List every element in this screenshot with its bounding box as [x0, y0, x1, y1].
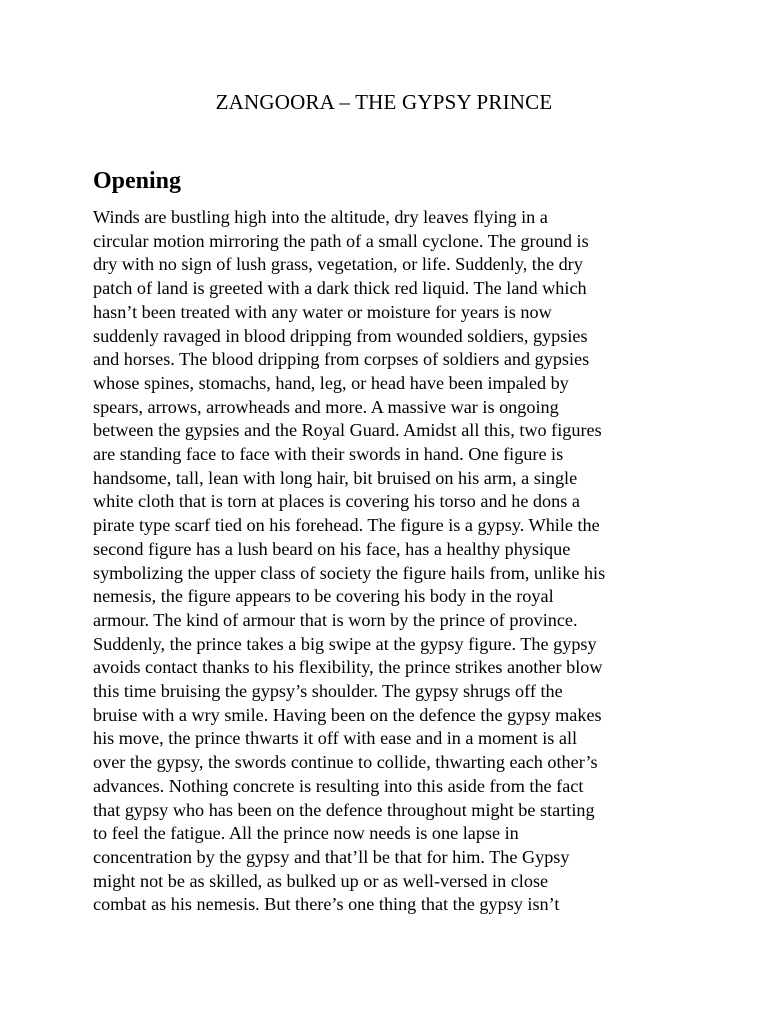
body-text-line: suddenly ravaged in blood dripping from wounded soldiers, gypsies	[93, 325, 588, 346]
body-text-line: over the gypsy, the swords continue to collide, thwarting each other’s	[93, 752, 598, 773]
body-text-line: dry with no sign of lush grass, vegetation, or life. Suddenly, the dry	[93, 254, 583, 275]
body-text-line: patch of land is greeted with a dark thick red liquid. The land which	[93, 278, 587, 299]
body-text-line: between the gypsies and the Royal Guard. Amidst all this, two figures	[93, 420, 602, 441]
body-text-line: concentration by the gypsy and that’ll be that for him. The Gypsy	[93, 846, 570, 867]
body-text-line: circular motion mirroring the path of a small cyclone. The ground is	[93, 230, 589, 251]
body-text-line: this time bruising the gypsy’s shoulder. The gypsy shrugs off the	[93, 681, 563, 702]
body-text-line: advances. Nothing concrete is resulting into this aside from the fact	[93, 775, 584, 796]
body-text-line: Suddenly, the prince takes a big swipe at the gypsy figure. The gypsy	[93, 633, 597, 654]
body-text-line: white cloth that is torn at places is covering his torso and he dons a	[93, 491, 580, 512]
section-heading: Opening	[93, 168, 182, 194]
body-text-line: combat as his nemesis. But there’s one thing that the gypsy isn’t	[93, 894, 560, 915]
body-text	[93, 206, 713, 917]
body-text-line: armour. The kind of armour that is worn by the prince of province.	[93, 609, 578, 630]
body-text-line: symbolizing the upper class of society the figure hails from, unlike his	[93, 562, 606, 583]
body-text-line: spears, arrows, arrowheads and more. A massive war is ongoing	[93, 396, 559, 417]
body-text-line: hasn’t been treated with any water or moisture for years is now	[93, 301, 552, 322]
body-text-line: second figure has a lush beard on his face, has a healthy physique	[93, 538, 571, 559]
body-text-line: whose spines, stomachs, hand, leg, or head have been impaled by	[93, 372, 569, 393]
body-text-line: avoids contact thanks to his flexibility, the prince strikes another blow	[93, 657, 603, 678]
body-text-line: and horses. The blood dripping from corpses of soldiers and gypsies	[93, 349, 590, 370]
body-text-line: bruise with a wry smile. Having been on the defence the gypsy makes	[93, 704, 602, 725]
body-text-line: nemesis, the figure appears to be covering his body in the royal	[93, 586, 554, 607]
body-text-line: his move, the prince thwarts it off with ease and in a moment is all	[93, 728, 578, 749]
body-text-line: handsome, tall, lean with long hair, bit bruised on his arm, a single	[93, 467, 578, 488]
body-text-line: to feel the fatigue. All the prince now needs is one lapse in	[93, 823, 519, 844]
body-text-line: Winds are bustling high into the altitude, dry leaves flying in a	[93, 207, 548, 227]
document-title: ZANGOORA – THE GYPSY PRINCE	[215, 90, 553, 114]
body-text-line: that gypsy who has been on the defence throughout might be starting	[93, 799, 595, 820]
body-text-line: pirate type scarf tied on his forehead. The figure is a gypsy. While the	[93, 515, 600, 536]
body-text-line: are standing face to face with their swords in hand. One figure is	[93, 444, 564, 465]
body-text-line: might not be as skilled, as bulked up or as well-versed in close	[93, 870, 549, 891]
